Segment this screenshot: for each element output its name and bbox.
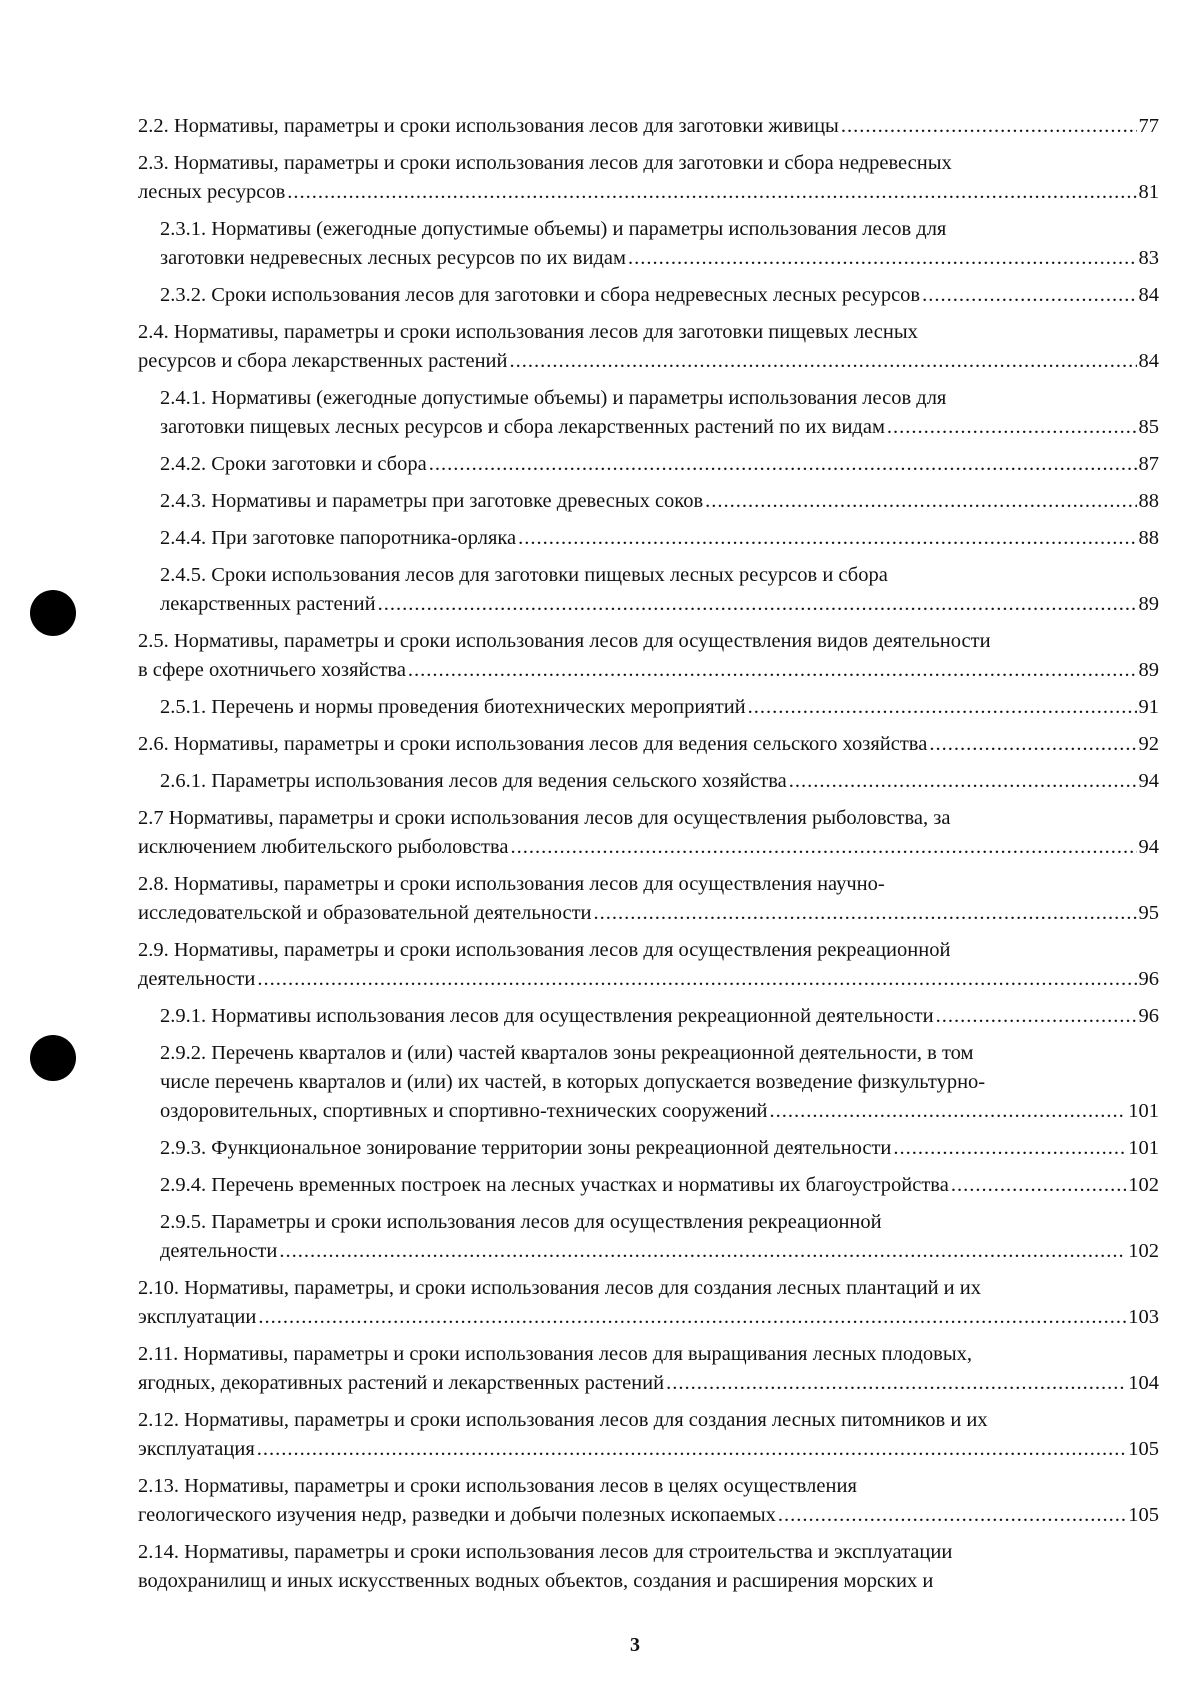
toc-entry-text: 2.14. Нормативы, параметры и сроки использования лесов для строительства и эксплуатации	[138, 1541, 953, 1563]
toc-entry-text: 2.9. Нормативы, параметры и сроки использования лесов для осуществления рекреационной	[138, 939, 951, 961]
dot-leader	[511, 833, 1137, 862]
dot-leader	[510, 347, 1137, 376]
dot-leader	[778, 1501, 1126, 1530]
toc-entry-text: 2.9.5. Параметры и сроки использования лесов для осуществления рекреационной	[160, 1211, 882, 1233]
toc-entry-page: 104	[1128, 1372, 1159, 1394]
toc-entry-text: 2.4.3. Нормативы и параметры при заготовке древесных соков	[160, 490, 704, 512]
toc-entry-text: 2.4. Нормативы, параметры и сроки использования лесов для заготовки пищевых лесных	[138, 321, 918, 343]
toc-entry-text: эксплуатация	[138, 1438, 255, 1460]
toc-entry[interactable]	[138, 730, 1159, 759]
toc-entry-page: 83	[1138, 247, 1159, 269]
toc-entry-page: 88	[1138, 527, 1159, 549]
toc-entry-text: 2.8. Нормативы, параметры и сроки использования лесов для осуществления научно-	[138, 873, 885, 895]
toc-entry-page: 101	[1128, 1100, 1159, 1122]
toc-entry-page: 89	[1138, 659, 1159, 681]
toc-entry-text: ресурсов и сбора лекарственных растений	[138, 350, 508, 372]
toc-entry[interactable]	[138, 1039, 1159, 1126]
toc-entry-text: 2.5.1. Перечень и нормы проведения биотехнических мероприятий	[160, 696, 746, 718]
toc-entry-text: 2.7 Нормативы, параметры и сроки использования лесов для осуществления рыболовства, за	[138, 807, 951, 829]
toc-entry-text: деятельности	[138, 968, 256, 990]
toc-entry[interactable]	[138, 767, 1159, 796]
toc-entry-page: 95	[1138, 902, 1159, 924]
toc-entry-page: 96	[1138, 1005, 1159, 1027]
toc-entry[interactable]	[138, 936, 1159, 994]
toc-entry-text: 2.11. Нормативы, параметры и сроки использования лесов для выращивания лесных плодовых,	[138, 1343, 973, 1365]
toc-entry-text: 2.9.3. Функциональное зонирование территории зоны рекреационной деятельности	[160, 1137, 892, 1159]
toc-entry-page: 105	[1128, 1504, 1159, 1526]
toc-entry-text: 2.10. Нормативы, параметры, и сроки использования лесов для создания лесных плантаций и их	[138, 1277, 982, 1299]
toc-entry-text: 2.4.1. Нормативы (ежегодные допустимые объемы) и параметры использования лесов для	[160, 387, 947, 409]
toc-entry-text: заготовки пищевых лесных ресурсов и сбора лекарственных растений по их видам	[160, 416, 885, 438]
dot-leader	[628, 244, 1137, 273]
toc-entry-text: исключением любительского рыболовства	[138, 836, 509, 858]
dot-leader	[408, 656, 1137, 685]
toc-entry[interactable]	[138, 1002, 1159, 1031]
dot-leader	[936, 1002, 1137, 1031]
toc-entry[interactable]	[138, 1274, 1159, 1332]
toc-entry-text: 2.3.1. Нормативы (ежегодные допустимые объемы) и параметры использования лесов для	[160, 218, 947, 240]
toc-entry-page: 85	[1138, 416, 1159, 438]
dot-leader	[518, 524, 1136, 553]
toc-entry-page: 91	[1138, 696, 1159, 718]
toc-entry-text: 2.6.1. Параметры использования лесов для ведения сельского хозяйства	[160, 770, 787, 792]
toc-entry[interactable]	[138, 870, 1159, 928]
toc-entry-page: 103	[1128, 1306, 1159, 1328]
toc-entry-page: 84	[1138, 284, 1159, 306]
toc-entry-page: 77	[1138, 115, 1159, 137]
toc-entry[interactable]	[138, 561, 1159, 619]
toc-entry-page: 105	[1128, 1438, 1159, 1460]
toc-entry-text: лесных ресурсов	[138, 181, 286, 203]
toc-entry-page: 92	[1138, 733, 1159, 755]
toc-entry-text: лекарственных растений	[160, 593, 376, 615]
toc-entry-page: 87	[1138, 453, 1159, 475]
toc-entry-text: 2.9.1. Нормативы использования лесов для осуществления рекреационной деятельности	[160, 1005, 934, 1027]
dot-leader	[429, 450, 1137, 479]
toc-entry-text: 2.3. Нормативы, параметры и сроки использования лесов для заготовки и сбора недревесных	[138, 152, 952, 174]
dot-leader	[257, 1435, 1126, 1464]
toc-entry[interactable]	[138, 112, 1159, 141]
toc-entry[interactable]	[138, 524, 1159, 553]
toc-entry-page: 89	[1138, 593, 1159, 615]
dot-leader	[951, 1171, 1126, 1200]
toc-entry[interactable]	[138, 804, 1159, 862]
toc-entry-text: оздоровительных, спортивных и спортивно-технических сооружений	[160, 1100, 768, 1122]
dot-leader	[378, 590, 1137, 619]
dot-leader	[789, 767, 1137, 796]
toc-entry-text: 2.4.2. Сроки заготовки и сбора	[160, 453, 427, 475]
dot-leader	[748, 693, 1137, 722]
toc-entry-text: в сфере охотничьего хозяйства	[138, 659, 406, 681]
dot-leader	[841, 112, 1137, 141]
dot-leader	[705, 487, 1136, 516]
toc-entry[interactable]	[138, 281, 1159, 310]
dot-leader	[594, 899, 1137, 928]
toc-entry-page: 94	[1138, 770, 1159, 792]
toc-entry-text: геологического изучения недр, разведки и добычи полезных ископаемых	[138, 1504, 776, 1526]
dot-leader	[887, 413, 1137, 442]
toc-entry[interactable]	[138, 1171, 1159, 1200]
toc-entry[interactable]	[138, 149, 1159, 207]
toc-entry-text: 2.3.2. Сроки использования лесов для заготовки и сбора недревесных лесных ресурсов	[160, 284, 921, 306]
toc-entry-page: 102	[1128, 1174, 1159, 1196]
toc-entry[interactable]	[138, 384, 1159, 442]
toc-entry[interactable]	[138, 487, 1159, 516]
punch-hole-decoration	[30, 590, 76, 636]
toc-entry[interactable]	[138, 1472, 1159, 1530]
dot-leader	[279, 1237, 1126, 1266]
toc-entry-text: ягодных, декоративных растений и лекарственных растений	[138, 1372, 665, 1394]
dot-leader	[258, 1303, 1126, 1332]
toc-entry[interactable]	[138, 1406, 1159, 1464]
punch-hole-decoration	[30, 1035, 76, 1081]
dot-leader	[287, 178, 1136, 207]
toc-entry-text: заготовки недревесных лесных ресурсов по их видам	[160, 247, 626, 269]
toc-entry-text: деятельности	[160, 1240, 278, 1262]
toc-entry[interactable]	[138, 1208, 1159, 1266]
toc-entry-text: 2.4.4. При заготовке папоротника-орляка	[160, 527, 517, 549]
dot-leader	[770, 1097, 1127, 1126]
toc-entry-page: 81	[1138, 181, 1159, 203]
toc-entry-text: 2.5. Нормативы, параметры и сроки использования лесов для осуществления видов деятельности	[138, 630, 991, 652]
toc-entry[interactable]	[138, 1134, 1159, 1163]
toc-entry-text: исследовательской и образовательной деятельности	[138, 902, 592, 924]
dot-leader	[922, 281, 1136, 310]
toc-entry[interactable]	[138, 693, 1159, 722]
toc-entry-text: эксплуатации	[138, 1306, 257, 1328]
toc-entry-page: 94	[1138, 836, 1159, 858]
toc-entry-text: 2.2. Нормативы, параметры и сроки использования лесов для заготовки живицы	[138, 115, 839, 137]
page-number: 3	[630, 1634, 640, 1656]
toc-entry-text: числе перечень кварталов и (или) их частей, в которых допускается возведение физкультурно-	[160, 1071, 986, 1093]
toc-entry-page: 96	[1138, 968, 1159, 990]
dot-leader	[257, 965, 1136, 994]
toc-entry-page: 88	[1138, 490, 1159, 512]
toc-entry[interactable]	[138, 627, 1159, 685]
toc-entry-text: 2.4.5. Сроки использования лесов для заготовки пищевых лесных ресурсов и сбора	[160, 564, 888, 586]
toc-entry-text: 2.12. Нормативы, параметры и сроки использования лесов для создания лесных питомников и их	[138, 1409, 988, 1431]
toc-entry-text: 2.6. Нормативы, параметры и сроки использования лесов для ведения сельского хозяйства	[138, 733, 928, 755]
toc-entry[interactable]	[138, 450, 1159, 479]
toc-entry-text: водохранилищ и иных искусственных водных объектов, создания и расширения морских и	[138, 1570, 934, 1592]
table-of-contents	[138, 112, 1159, 1604]
dot-leader	[893, 1134, 1126, 1163]
toc-entry-text: 2.9.2. Перечень кварталов и (или) частей кварталов зоны рекреационной деятельности, в том	[160, 1042, 974, 1064]
toc-entry[interactable]	[138, 1340, 1159, 1398]
toc-entry-text: 2.13. Нормативы, параметры и сроки использования лесов в целях осуществления	[138, 1475, 857, 1497]
dot-leader	[666, 1369, 1126, 1398]
dot-leader	[929, 730, 1136, 759]
toc-entry-page: 101	[1128, 1137, 1159, 1159]
toc-entry[interactable]	[138, 215, 1159, 273]
toc-entry-page: 102	[1128, 1240, 1159, 1262]
toc-entry-text: 2.9.4. Перечень временных построек на лесных участках и нормативы их благоустройства	[160, 1174, 949, 1196]
toc-entry[interactable]	[138, 1538, 1159, 1596]
toc-entry[interactable]	[138, 318, 1159, 376]
toc-entry-page: 84	[1138, 350, 1159, 372]
